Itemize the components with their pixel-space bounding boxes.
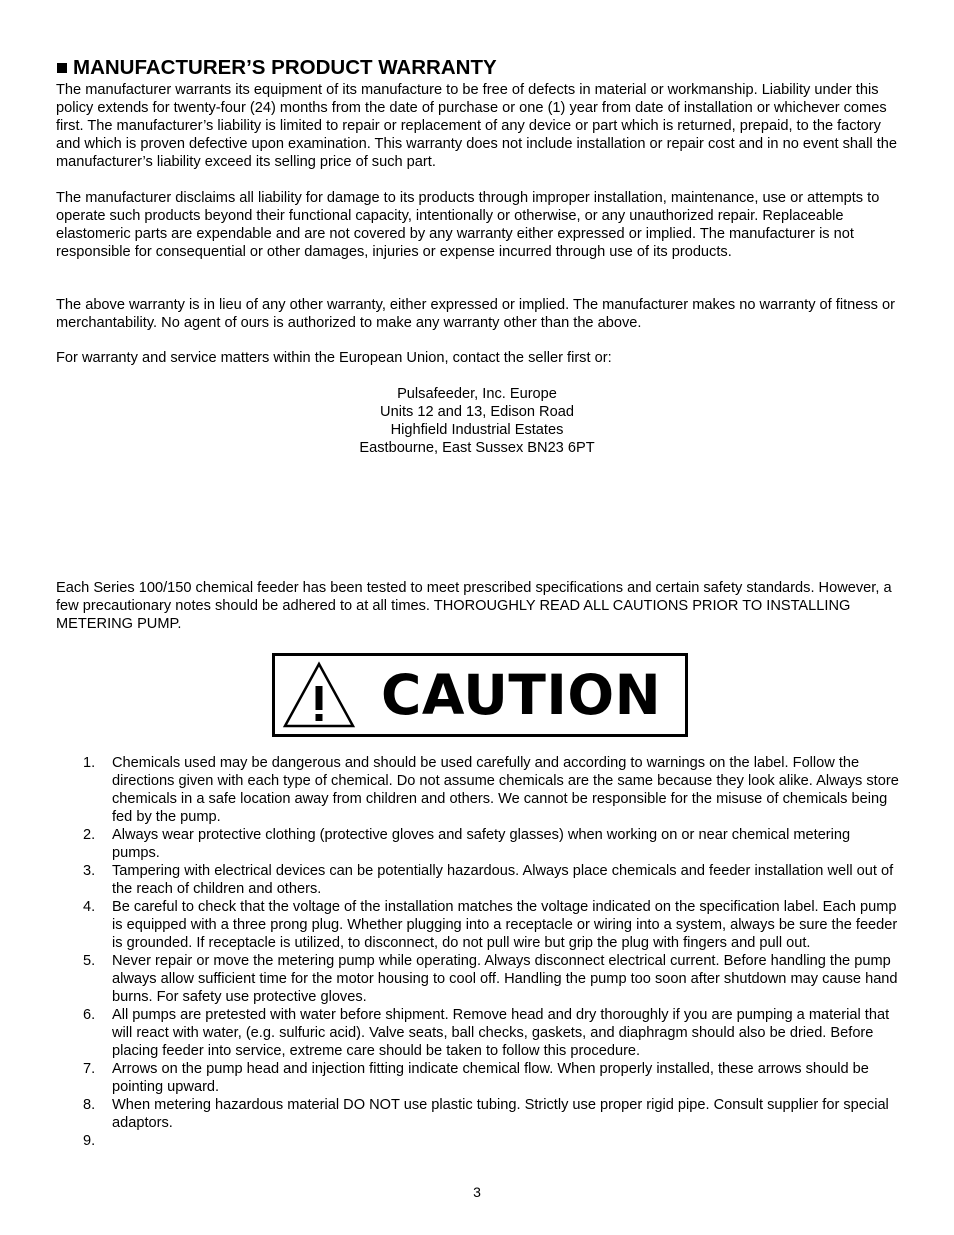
list-item: [0, 862, 954, 898]
list-item-number: 7.: [83, 1061, 96, 1077]
warranty-title: MANUFACTURER’S PRODUCT WARRANTY: [73, 56, 497, 79]
address-line: Units 12 and 13, Edison Road: [380, 404, 574, 420]
safety-intro: Each Series 100/150 chemical feeder has been tested to meet prescribed specifications and certain safety standards. However, a few precautionary notes should be adhered to at all times. THOROUGHLY READ ALL CAUTIONS PRIOR TO INSTALLING METERING PUMP.: [56, 580, 892, 632]
list-item-number: 6.: [83, 1007, 96, 1023]
warranty-paragraph-2: The manufacturer disclaims all liability for damage to its products through improper installation, maintenance, use or attempts to operate such products beyond their functional capacity, intentionally or otherwise, or any unauthorized repair. Replaceable elastomeric parts are expendable and are not covered by any warranty either expressed or implied. The manufacturer is not responsible for consequential or other damages, injuries or expense incurred through use of its products.: [56, 190, 880, 260]
list-item: [0, 1132, 954, 1150]
list-item-text: When metering hazardous material DO NOT use plastic tubing. Strictly use proper rigid pipe. Consult supplier for special adaptors.: [112, 1097, 889, 1131]
list-item-text: Be careful to check that the voltage of the installation matches the voltage indicated on the specification label. Each pump is equipped with a three prong plug. Whether plugging into a receptacle or wiring into a system, always be sure the feeder is grounded. If receptacle is utilized, to disconnect, do not pull wire but grip the plug with fingers and pull out.: [112, 899, 898, 951]
list-item-number: 3.: [83, 863, 96, 879]
list-item-number: 4.: [83, 899, 96, 915]
warranty-paragraph-1: The manufacturer warrants its equipment of its manufacture to be free of defects in material or workmanship. Liability under this policy extends for twenty-four (24) months from the date of purchase or one (1) year from date of installation or whichever comes first. The manufacturer’s liability is limited to repair or replacement of any device or part which is returned, prepaid, to the factory and which is proven defective upon examination. This warranty does not include installation or repair cost and in no event shall the manufacturer’s liability exceed its selling price of such part.: [56, 82, 897, 170]
address-line: Eastbourne, East Sussex BN23 6PT: [359, 440, 595, 456]
warranty-paragraph-4: For warranty and service matters within the European Union, contact the seller first or:: [56, 350, 612, 366]
caution-label: CAUTION: [381, 663, 662, 727]
list-item: [0, 1060, 954, 1096]
caution-list: [0, 754, 954, 1150]
page-number: 3: [473, 1184, 481, 1200]
warranty-paragraph-3: The above warranty is in lieu of any other warranty, either expressed or implied. The manufacturer makes no warranty of fitness or merchantability. No agent of ours is authorized to make any warranty other than the above.: [56, 297, 895, 331]
list-item-text: Chemicals used may be dangerous and should be used carefully and according to warnings on the label. Follow the directions given with each type of chemical. Do not assume chemicals are the same because they look alike. Always store chemicals in a safe location away from children and others. We cannot be responsible for the misuse of chemicals being fed by the pump.: [112, 755, 899, 825]
list-item: [0, 1096, 954, 1132]
list-item: [0, 754, 954, 826]
warning-triangle-icon: [281, 660, 357, 730]
list-item-number: 9.: [83, 1133, 96, 1149]
list-item-text: Tampering with electrical devices can be potentially hazardous. Always place chemicals and feeder installation well out of the reach of children and others.: [112, 863, 894, 897]
list-item-number: 2.: [83, 827, 96, 843]
europe-address: [0, 385, 954, 457]
address-line: Pulsafeeder, Inc. Europe: [397, 386, 557, 402]
list-item-text: Arrows on the pump head and injection fitting indicate chemical flow. When properly installed, these arrows should be pointing upward.: [112, 1061, 869, 1095]
list-item: [0, 952, 954, 1006]
list-item-text: Never repair or move the metering pump while operating. Always disconnect electrical current. Before handling the pump always allow sufficient time for the motor housing to cool off. Handling the pump too soon after shutdown may cause hand burns. For safety use protective gloves.: [112, 953, 898, 1005]
list-item: [0, 1006, 954, 1060]
list-item-number: 5.: [83, 953, 96, 969]
square-bullet-icon: [57, 63, 67, 73]
list-item-text: Always wear protective clothing (protective gloves and safety glasses) when working on or near chemical metering pumps.: [112, 827, 851, 861]
address-line: Highfield Industrial Estates: [390, 422, 564, 438]
list-item-number: 8.: [83, 1097, 96, 1113]
list-item: [0, 826, 954, 862]
list-item-number: 1.: [83, 755, 96, 771]
list-item-text: [112, 1132, 902, 1150]
warranty-heading: [57, 56, 497, 80]
caution-banner: [272, 653, 688, 737]
list-item: [0, 898, 954, 952]
list-item-text: All pumps are pretested with water before shipment. Remove head and dry thoroughly if you are pumping a material that will react with water, (e.g. sulfuric acid). Valve seats, ball checks, gaskets, and diaphragm should also be dried. Before placing feeder into service, extreme care should be taken to follow this procedure.: [112, 1007, 890, 1059]
